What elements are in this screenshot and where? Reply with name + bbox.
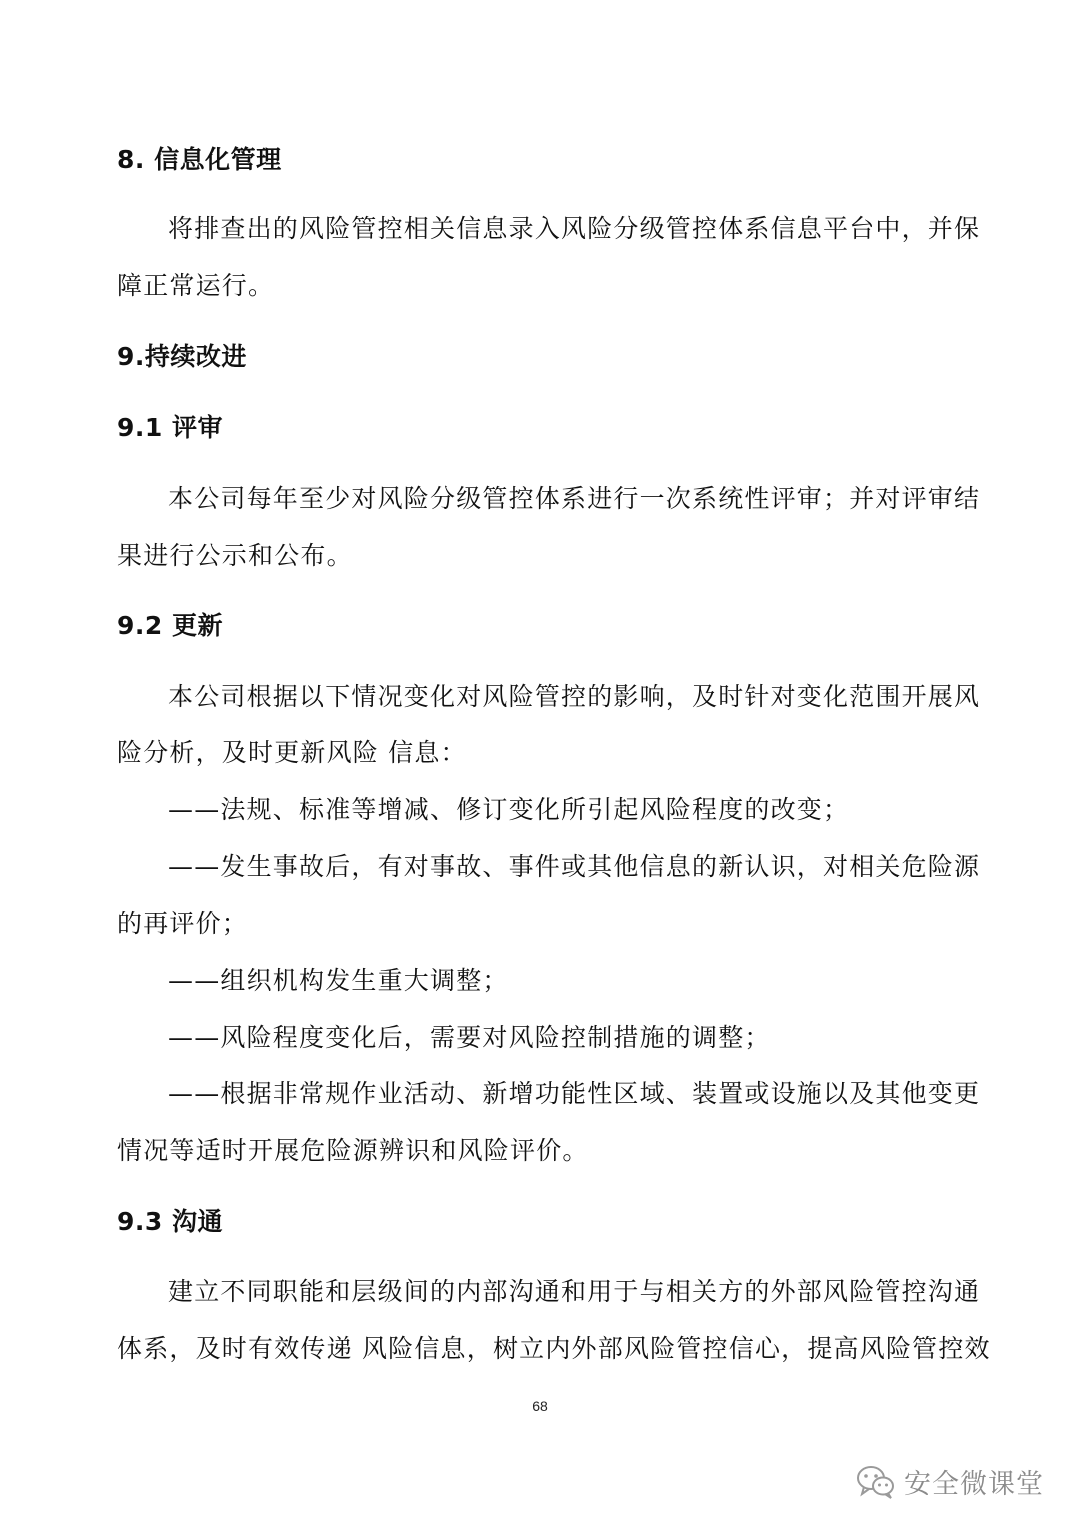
section-9-3-para-line-1: 建立不同职能和层级间的内部沟通和用于与相关方的外部风险管控沟通: [168, 1277, 981, 1306]
update-item-1: ——法规、标准等增减、修订变化所引起风险程度的改变；: [168, 795, 850, 824]
watermark-text: 安全微课堂: [904, 1469, 1044, 1500]
section-8-para-line-1: 将排查出的风险管控相关信息录入风险分级管控体系信息平台中，并保: [168, 214, 981, 243]
section-8-heading: 8. 信息化管理: [117, 145, 282, 174]
update-item-4: ——风险程度变化后，需要对风险控制措施的调整；: [168, 1023, 771, 1052]
update-item-5-line-2: 情况等适时开展危险源辨识和风险评价。: [117, 1136, 589, 1165]
section-9-2-para-line-1: 本公司根据以下情况变化对风险管控的影响，及时针对变化范围开展风: [168, 682, 981, 711]
section-9-2-para-line-2: 险分析，及时更新风险 信息：: [117, 738, 467, 767]
update-item-5-line-1: ——根据非常规作业活动、新增功能性区域、装置或设施以及其他变更: [168, 1079, 981, 1108]
section-9-3-heading: 9.3 沟通: [117, 1207, 223, 1236]
update-item-3: ——组织机构发生重大调整；: [168, 966, 509, 995]
section-9-1-para-line-2: 果进行公示和公布。: [117, 541, 353, 570]
section-9-1-para-line-1: 本公司每年至少对风险分级管控体系进行一次系统性评审；并对评审结: [168, 484, 981, 513]
page-number: 68: [532, 1398, 548, 1414]
section-8-para-line-2: 障正常运行。: [117, 271, 275, 300]
section-9-heading: 9.持续改进: [117, 342, 247, 371]
section-9-1-heading: 9.1 评审: [117, 413, 223, 442]
section-9-2-heading: 9.2 更新: [117, 611, 223, 640]
watermark: [856, 1462, 1044, 1501]
section-9-3-para-line-2: 体系，及时有效传递 风险信息，树立内外部风险管控信心，提高风险管控效: [117, 1334, 991, 1363]
update-item-2-line-2: 的再评价；: [117, 909, 249, 938]
update-item-2-line-1: ——发生事故后，有对事故、事件或其他信息的新认识，对相关危险源: [168, 852, 981, 881]
wechat-icon: [856, 1464, 896, 1500]
